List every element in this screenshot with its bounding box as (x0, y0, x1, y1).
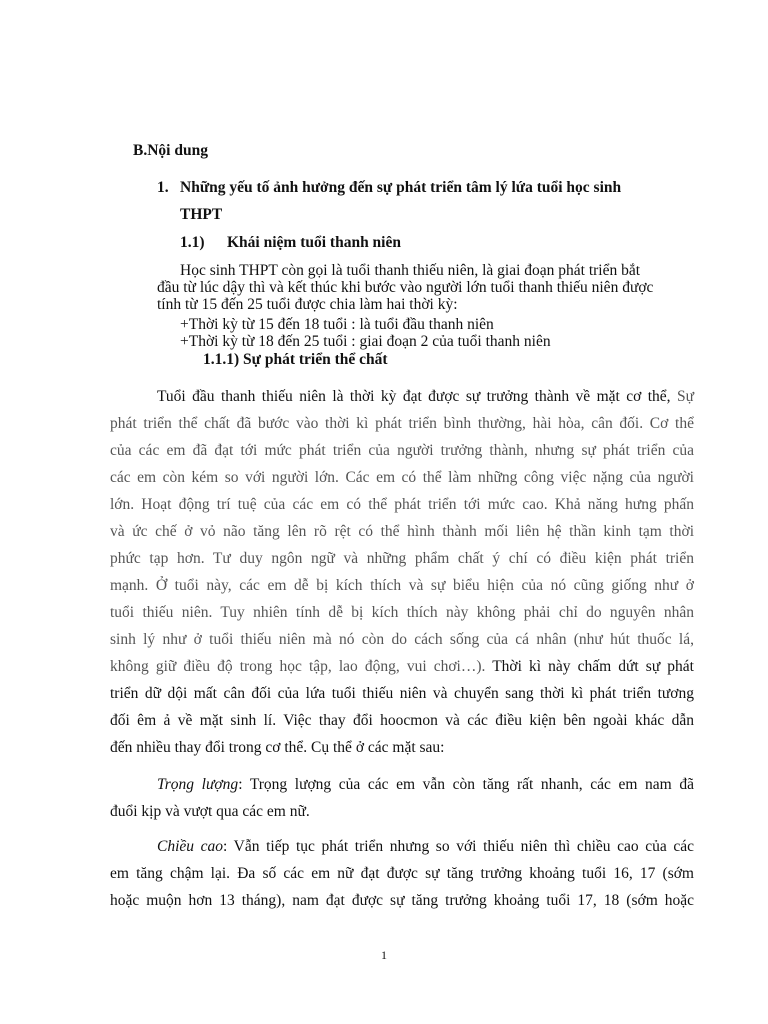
paragraph-line: phát triển thể chất đã bước vào thời kì phát triển bình thường, hài hòa, cân đối. Cơ thể (110, 415, 694, 432)
page-number: 1 (381, 948, 387, 962)
heading-1-1-title: Khái niệm tuổi thanh niên (227, 234, 401, 251)
paragraph-line: và ức chế ở vỏ não tăng lên rõ rệt có thể hình thành mối liên hệ thần kinh tạm thời (110, 523, 694, 540)
paragraph-line: không giữ điều độ trong học tập, lao động, vui chơi…). Thời kì này chấm dứt sự phát (110, 658, 694, 675)
paragraph-line: phức tạp hơn. Tư duy ngôn ngữ và những phẩm chất ý chí có điều kiện phát triển (110, 550, 694, 567)
heading-1-number: 1. (157, 179, 169, 196)
height-label: Chiều cao (157, 838, 224, 855)
paragraph-line: mạnh. Ở tuổi này, các em dễ bị kích thích và sự biểu hiện của nó cũng giống như ở (110, 577, 694, 594)
intro-line: Học sinh THPT còn gọi là tuổi thanh thiếu niên, là giai đoạn phát triển bắt (180, 262, 641, 279)
paragraph-line: sinh lý như ở tuổi thiếu niên mà nó còn do cách sống của cá nhân (như hút thuốc lá, (110, 631, 694, 648)
paragraph-line: triển dữ dội mất cân đối của lứa tuổi thiếu niên và chuyển sang thời kì phát triển tương (110, 685, 694, 702)
heading-1-line2: THPT (180, 206, 223, 223)
paragraph-line: tuổi thiếu niên. Tuy nhiên tính dễ bị kích thích này không phải chỉ do nguyên nhân (110, 604, 694, 621)
height-line: Chiều cao: Vẫn tiếp tục phát triển nhưng so với thiếu niên thì chiều cao của các (157, 838, 694, 855)
height-line: hoặc muộn hơn 13 tháng), nam đạt được sự tăng trưởng khoảng tuổi 17, 18 (sớm hoặc (110, 892, 694, 909)
paragraph-line: của các em đã đạt tới mức phát triển của người trưởng thành, nhưng sự phát triển của (110, 442, 694, 459)
heading-1-1-number: 1.1) (180, 234, 205, 251)
heading-1-1-1: 1.1.1) Sự phát triển thể chất (203, 351, 388, 368)
weight-line: Trọng lượng: Trọng lượng của các em vẫn còn tăng rất nhanh, các em nam đã (157, 776, 694, 793)
section-title: B.Nội dung (133, 142, 208, 159)
intro-line: đầu từ lúc dậy thì và kết thúc khi bước vào người lớn tuổi thanh thiếu niên được (157, 279, 654, 296)
paragraph-line: các em còn kém so với người lớn. Các em có thể làm những công việc nặng của người (110, 469, 694, 486)
paragraph-line: đối êm ả về mặt sinh lí. Việc thay đổi hoocmon và các điều kiện bên ngoài khác dẫn (110, 712, 694, 729)
weight-line: đuổi kịp và vượt qua các em nữ. (110, 803, 310, 820)
intro-line: +Thời kỳ từ 18 đến 25 tuổi : giai đoạn 2 của tuổi thanh niên (180, 333, 551, 350)
heading-1-line1: Những yếu tố ảnh hưởng đến sự phát triển tâm lý lứa tuổi học sinh (180, 179, 622, 196)
paragraph-line: lớn. Hoạt động trí tuệ của các em có thể phát triển tới mức cao. Khả năng hưng phấn (110, 496, 694, 513)
intro-line: +Thời kỳ từ 15 đến 18 tuổi : là tuổi đầu thanh niên (180, 316, 494, 333)
weight-label: Trọng lượng (157, 776, 239, 793)
paragraph-line: Tuổi đầu thanh thiếu niên là thời kỳ đạt được sự trưởng thành về mặt cơ thể, Sự (157, 388, 694, 405)
height-line: em tăng chậm lại. Đa số các em nữ đạt được sự tăng trưởng khoảng tuổi 16, 17 (sớm (110, 865, 694, 882)
paragraph-line: đến nhiều thay đổi trong cơ thể. Cụ thể ở các mặt sau: (110, 739, 445, 756)
intro-line: tính từ 15 đến 25 tuổi được chia làm hai thời kỳ: (157, 296, 458, 313)
